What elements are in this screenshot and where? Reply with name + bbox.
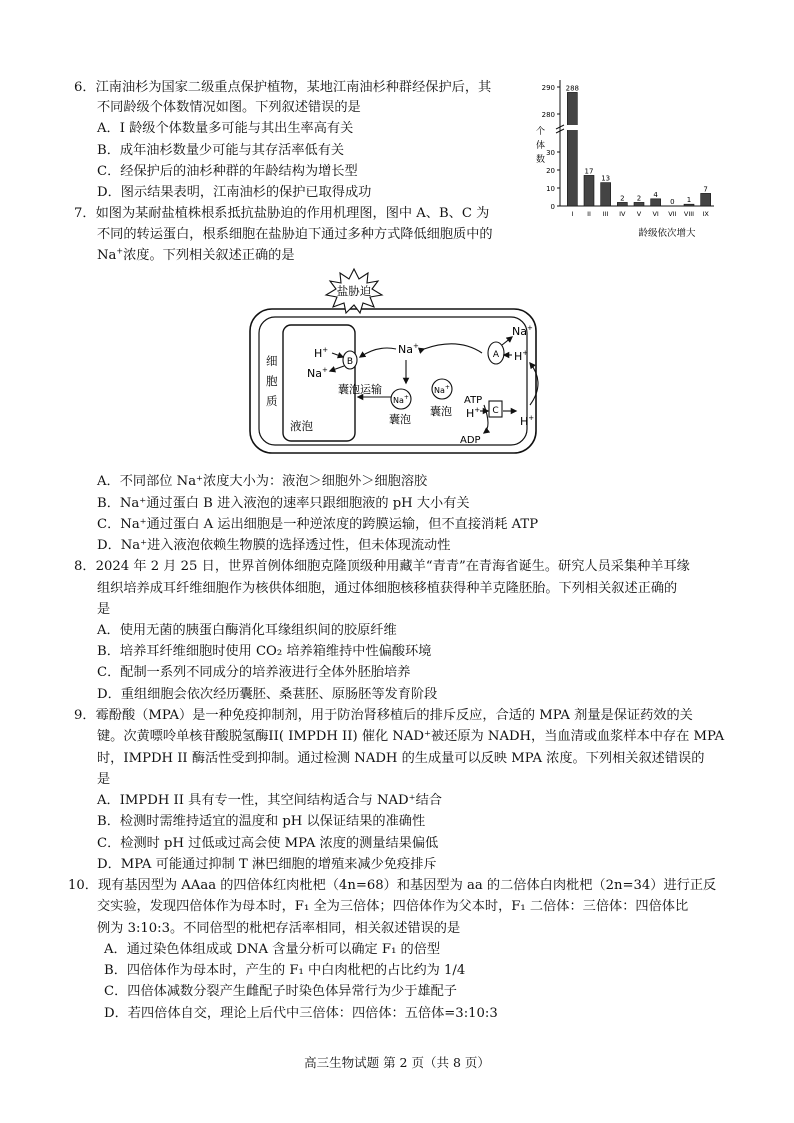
q10-option-d: D．若四倍体自交，理论上后代中三倍体：四倍体：五倍体=3:10:3 [104,1006,498,1021]
q10-stem-line2: 交实验，发现四倍体作为母本时，F₁ 全为三倍体；四倍体作为父本时，F₁ 二倍体：三倍体：四倍体比 [97,899,689,914]
adp-label: ADP [460,435,481,446]
bar-break-gap [566,125,578,130]
x-tick-label: VI [652,210,659,218]
y-tick-label: 10 [546,185,555,193]
y-tick-label: 0 [550,203,555,211]
salt-stress-cell-diagram [246,265,550,457]
q6-option-a: A．I 龄级个体数量多可能与其出生率高有关 [97,121,354,136]
x-tick-label: VII [668,210,677,218]
q6-option-d: D．图示结果表明，江南油杉的保护已取得成功 [97,185,372,200]
q7-option-b: B．Na⁺通过蛋白 B 进入液泡的速率只跟细胞液的 pH 大小有关 [97,496,470,511]
bar [684,204,694,206]
q6-stem-line2: 不同龄级个体数情况如图。下列叙述错误的是 [97,100,361,115]
x-tick-label: III [602,210,609,218]
protein-a-label: A [492,350,500,360]
y-axis-label: 个 [536,127,546,137]
bar [584,175,594,206]
q9-stem-line4: 是 [97,772,111,787]
y-axis-label: 体 [536,141,546,151]
atp-label: ATP [464,395,483,406]
x-tick-label: VIII [683,210,695,218]
x-tick-label: V [636,210,642,218]
q6-stem-line1: 6．江南油杉为国家二级重点保护植物，某地江南油杉种群经保护后，其 [74,80,492,95]
vesicle-2-na: Na+ [434,384,450,395]
x-tick-label: II [587,210,591,218]
q10-option-b: B．四倍体作为母本时，产生的 F₁ 中白肉枇杷的占比约为 1/4 [104,963,466,978]
protein-b-label: B [346,357,354,367]
q7-stem-line1: 7．如图为某耐盐植株根系抵抗盐胁迫的作用机理图，图中 A、B、C 为 [74,206,490,221]
q9-stem-line1: 9．霉酚酸（MPA）是一种免疫抑制剂，用于防治肾移植后的排斥反应，合适的 MPA 剂量是保证药效的关 [74,708,693,723]
q9-option-b: B．检测时需维持适宜的温度和 pH 以保证结果的准确性 [97,814,426,829]
q10-option-a: A．通过染色体组成或 DNA 含量分析可以确定 F₁ 的倍型 [104,942,441,957]
q8-option-d: D．重组细胞会依次经历囊胚、桑葚胚、原肠胚等发育阶段 [97,687,438,702]
q6-option-b: B．成年油杉数量少可能与其存活率低有关 [97,143,345,158]
protein-c-label: C [492,406,499,416]
q8-option-c: C．配制一系列不同成分的培养液进行全体外胚胎培养 [97,665,411,680]
bar [567,92,577,206]
bar-value-label: 13 [601,174,611,183]
bar-value-label: 288 [565,84,580,93]
bar-value-label: 2 [636,194,642,203]
y-tick-label: 290 [541,84,555,92]
q8-stem-line2: 组织培养成耳纤维细胞作为核供体细胞，通过体细胞核移植获得种羊克隆胚胎。下列相关叙述正确的 [97,581,678,596]
bar [651,199,661,206]
bar [601,183,611,206]
vacuole-label: 液泡 [290,419,313,433]
q7-option-c: C．Na⁺通过蛋白 A 运出细胞是一种逆浓度的跨膜运输，但不直接消耗 ATP [97,517,539,532]
x-tick-label: IV [619,210,626,218]
x-axis-label: 龄级依次增大 [638,228,696,239]
age-class-bar-chart [528,74,726,249]
na-label-b: Na+ [307,366,328,380]
h-label-b: H+ [314,346,329,360]
q7-stem-line2: 不同的转运蛋白，根系细胞在盐胁迫下通过多种方式降低细胞质中的 [97,227,493,242]
bar-value-label: 4 [653,190,658,199]
bar-value-label: 7 [703,185,708,194]
vesicle-1-label: 囊泡 [389,413,411,426]
y-axis-label: 数 [536,155,546,165]
x-tick-label: I [571,210,574,218]
q9-stem-line3: 时，IMPDH II 酶活性受到抑制。通过检测 NADH 的生成量可以反映 MPA 浓度。下列相关叙述错误的 [97,751,705,766]
q8-stem-line3: 是 [97,602,111,617]
q6-option-c: C．经保护后的油杉种群的年龄结构为增长型 [97,164,358,179]
q8-option-b: B．培养耳纤维细胞时使用 CO₂ 培养箱维持中性偏酸环境 [97,644,432,659]
q9-option-a: A．IMPDH II 具有专一性，其空间结构适合与 NAD⁺结合 [97,793,442,808]
na-label-cytosol: Na+ [398,342,419,356]
q8-stem-line1: 8．2024 年 2 月 25 日，世界首例体细胞克隆顶级种用藏羊“青青”在青海省诞生。研究人员采集种羊耳缘 [74,559,690,574]
q9-option-c: C．检测时 pH 过低或过高会使 MPA 浓度的测量结果偏低 [97,836,439,851]
y-tick-label: 280 [541,111,555,119]
page-footer: 高三生物试题 第 2 页（共 8 页） [304,1055,490,1070]
vesicle-1-na: Na+ [393,394,409,405]
q10-stem-line3: 例为 3:10:3。不同倍型的枇杷存活率相同，相关叙述错误的是 [97,921,461,936]
h-label-outside-a: H+ [514,349,529,363]
bar-value-label: 2 [620,194,625,203]
vesicle-2-label: 囊泡 [430,405,452,418]
q8-option-a: A．使用无菌的胰蛋白酶消化耳缘组织间的胶原纤维 [97,623,397,638]
bar [634,202,644,206]
q10-stem-line1: 10．现有基因型为 AAaa 的四倍体红肉枇杷（4n=68）和基因型为 aa 的二倍体白肉枇杷（2n=34）进行正反 [68,878,717,893]
bar-value-label: 0 [670,198,675,206]
q10-option-c: C．四倍体减数分裂产生雌配子时染色体异常行为少于雄配子 [104,984,457,999]
x-tick-label: IX [702,210,709,218]
y-tick-label: 30 [546,149,555,157]
h-label-outside-c: H+ [520,414,535,428]
y-tick-label: 20 [546,167,555,175]
bar [617,202,627,206]
q7-stem-line3: Na+浓度。下列相关叙述正确的是 [97,246,295,263]
q7-option-a: A．不同部位 Na⁺浓度大小为：液泡＞细胞外＞细胞溶胶 [97,474,428,489]
bar [701,193,711,206]
vesicle-transport-label: 囊泡运输 [338,383,382,396]
cytoplasm-label-1: 细胞质 [266,354,278,408]
bar-value-label: 1 [686,196,692,205]
h-label-c-inside: H+ [466,406,481,420]
bar-value-label: 17 [584,167,594,176]
salt-stress-label: 盐胁迫 [336,284,372,298]
na-label-outside: Na+ [512,324,533,338]
q9-option-d: D．MPA 可能通过抑制 T 淋巴细胞的增殖来减少免疫排斥 [97,857,437,872]
q9-stem-line2: 键。次黄嘌呤单核苷酸脱氢酶II( IMPDH II) 催化 NAD⁺被还原为 NADH，当血清或血浆样本中存在 MPA [97,729,725,744]
q7-option-d: D．Na⁺进入液泡依赖生物膜的选择透过性，但未体现流动性 [97,538,451,553]
